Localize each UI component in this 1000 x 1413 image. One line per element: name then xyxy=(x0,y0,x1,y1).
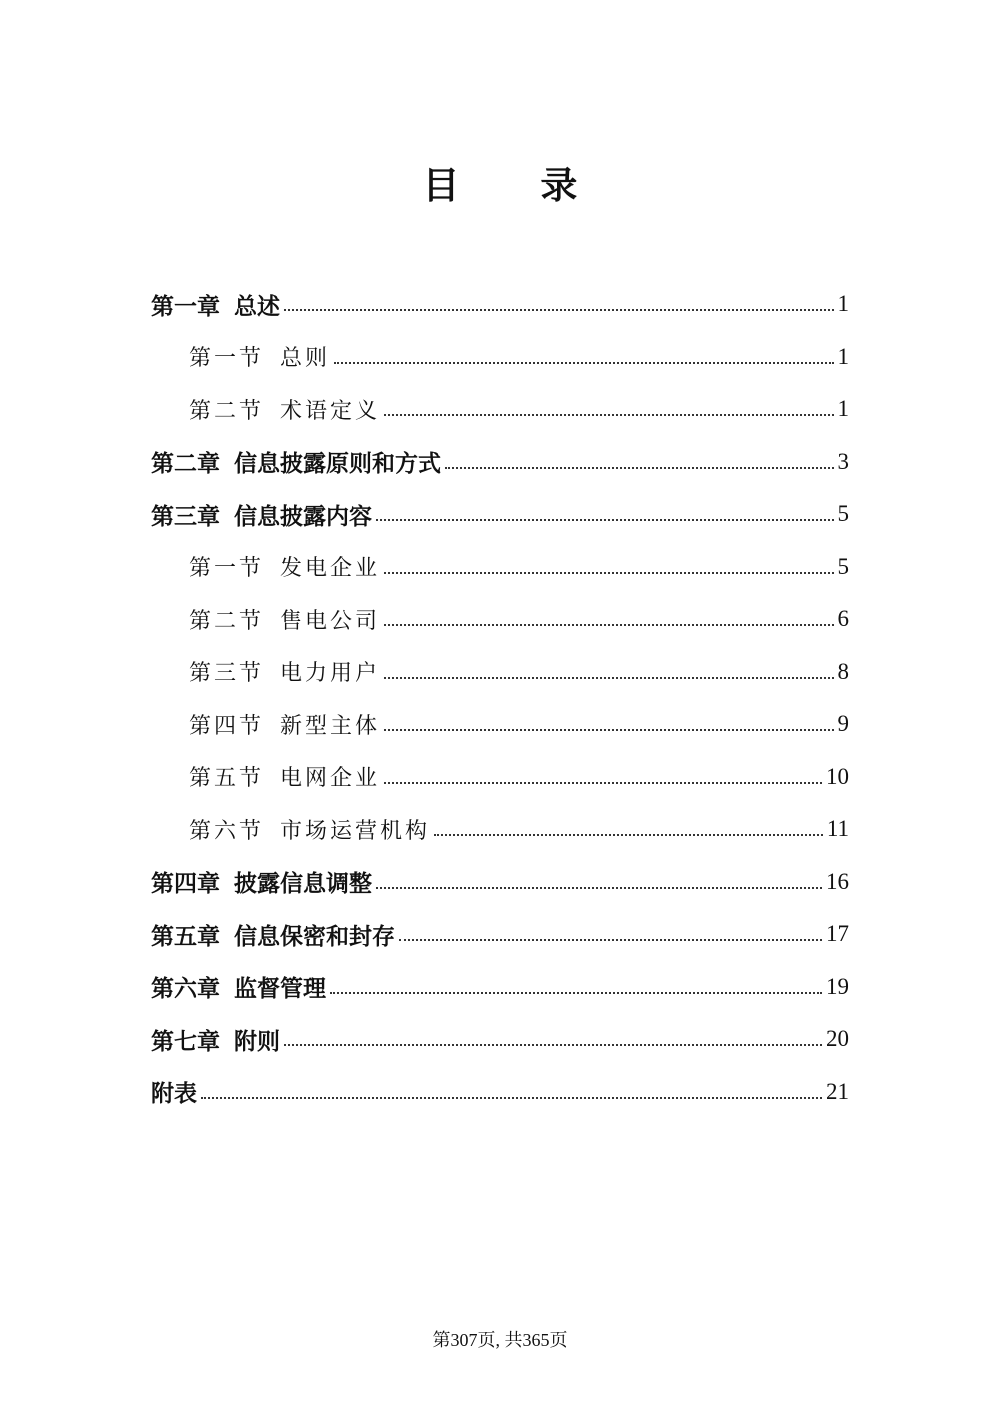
dot-leader xyxy=(330,992,822,994)
dot-leader xyxy=(284,1044,822,1046)
dot-leader xyxy=(384,782,822,784)
toc-chapter-entry[interactable] xyxy=(151,1013,849,1066)
toc-page-number: 10 xyxy=(826,763,849,789)
dot-leader xyxy=(284,309,834,311)
dot-leader xyxy=(384,677,833,679)
toc-chapter-entry[interactable] xyxy=(151,488,849,541)
toc-entry-label xyxy=(189,551,380,582)
toc-chapter-entry[interactable] xyxy=(151,908,849,961)
toc-entry-number: 第六章 xyxy=(151,976,220,1003)
toc-entry-text: 市场运营机构 xyxy=(280,818,431,844)
toc-entry-text: 总述 xyxy=(234,293,280,320)
table-of-contents xyxy=(151,278,849,1118)
toc-page-number: 11 xyxy=(826,816,849,842)
toc-entry-number: 第二节 xyxy=(189,608,265,634)
toc-entry-text: 总则 xyxy=(280,346,331,372)
toc-entry-text: 信息披露内容 xyxy=(234,503,372,530)
toc-entry-text: 信息披露原则和方式 xyxy=(234,451,441,478)
toc-entry-number: 第三章 xyxy=(151,503,220,530)
toc-entry-number: 第五章 xyxy=(151,923,220,950)
toc-page-number: 5 xyxy=(837,553,849,579)
toc-page-number: 1 xyxy=(837,291,849,317)
dot-leader xyxy=(201,1097,822,1099)
toc-section-entry[interactable] xyxy=(151,698,849,751)
page-title: 目 录 xyxy=(422,163,612,207)
toc-entry-label xyxy=(151,865,372,898)
toc-entry-label xyxy=(151,1023,280,1056)
toc-page-number: 3 xyxy=(837,448,849,474)
toc-page-number: 8 xyxy=(837,658,849,684)
dot-leader xyxy=(334,362,833,364)
toc-entry-number: 第一节 xyxy=(189,346,265,372)
toc-chapter-entry[interactable] xyxy=(151,856,849,909)
toc-page-number: 17 xyxy=(826,921,849,947)
toc-entry-label xyxy=(151,970,326,1003)
dot-leader xyxy=(384,624,833,626)
toc-entry-text: 术语定义 xyxy=(280,398,381,424)
toc-entry-label xyxy=(151,288,280,321)
toc-entry-number: 第五节 xyxy=(189,766,265,792)
dot-leader xyxy=(399,939,822,941)
toc-page-number: 9 xyxy=(837,711,849,737)
dot-leader xyxy=(376,887,822,889)
toc-section-entry[interactable] xyxy=(151,751,849,804)
toc-entry-text: 新型主体 xyxy=(280,713,381,739)
toc-entry-number: 第一节 xyxy=(189,556,265,582)
toc-entry-number: 第六节 xyxy=(189,818,265,844)
toc-entry-text: 披露信息调整 xyxy=(234,871,372,898)
toc-section-entry[interactable] xyxy=(151,646,849,699)
toc-entry-number: 第二节 xyxy=(189,398,265,424)
toc-page-number: 1 xyxy=(837,343,849,369)
toc-entry-number: 第四章 xyxy=(151,871,220,898)
toc-section-entry[interactable] xyxy=(151,383,849,436)
toc-page-number: 21 xyxy=(826,1078,849,1104)
toc-chapter-entry[interactable] xyxy=(151,278,849,331)
toc-entry-text: 电网企业 xyxy=(280,766,381,792)
toc-entry-label xyxy=(189,761,380,792)
dot-leader xyxy=(384,414,833,416)
toc-chapter-entry[interactable] xyxy=(151,436,849,489)
toc-section-entry[interactable] xyxy=(151,331,849,384)
toc-page-number: 6 xyxy=(837,606,849,632)
toc-entry-label xyxy=(189,604,380,635)
toc-entry-number: 第四节 xyxy=(189,713,265,739)
toc-entry-number: 第二章 xyxy=(151,451,220,478)
toc-entry-number: 第三节 xyxy=(189,661,265,687)
toc-entry-label xyxy=(151,445,441,478)
page-footer: 第307页, 共365页 xyxy=(432,1330,568,1350)
dot-leader xyxy=(376,519,834,521)
toc-section-entry[interactable] xyxy=(151,803,849,856)
toc-entry-label xyxy=(189,814,430,845)
toc-section-entry[interactable] xyxy=(151,541,849,594)
toc-entry-label xyxy=(189,394,380,425)
toc-entry-text: 电力用户 xyxy=(280,661,381,687)
toc-page-number: 19 xyxy=(826,973,849,999)
toc-page-number: 1 xyxy=(837,396,849,422)
toc-entry-label xyxy=(189,656,380,687)
toc-page-number: 5 xyxy=(837,501,849,527)
toc-page-number: 16 xyxy=(826,868,849,894)
toc-entry-text: 附则 xyxy=(234,1028,280,1055)
toc-entry-label xyxy=(189,709,380,740)
toc-entry-label xyxy=(189,341,330,372)
toc-entry-label xyxy=(151,498,372,531)
toc-section-entry[interactable] xyxy=(151,593,849,646)
toc-entry-text: 监督管理 xyxy=(234,976,326,1003)
toc-entry-text: 发电企业 xyxy=(280,556,381,582)
dot-leader xyxy=(445,467,834,469)
toc-entry-label xyxy=(151,1075,197,1108)
toc-chapter-entry[interactable] xyxy=(151,1066,849,1119)
toc-entry-number: 第一章 xyxy=(151,293,220,320)
toc-entry-text: 售电公司 xyxy=(280,608,381,634)
toc-entry-text: 信息保密和封存 xyxy=(234,923,395,950)
toc-entry-number: 第七章 xyxy=(151,1028,220,1055)
toc-chapter-entry[interactable] xyxy=(151,961,849,1014)
dot-leader xyxy=(434,834,823,836)
dot-leader xyxy=(384,572,833,574)
dot-leader xyxy=(384,729,833,731)
toc-entry-text: 附表 xyxy=(151,1081,197,1108)
toc-entry-label xyxy=(151,918,395,951)
toc-page-number: 20 xyxy=(826,1026,849,1052)
